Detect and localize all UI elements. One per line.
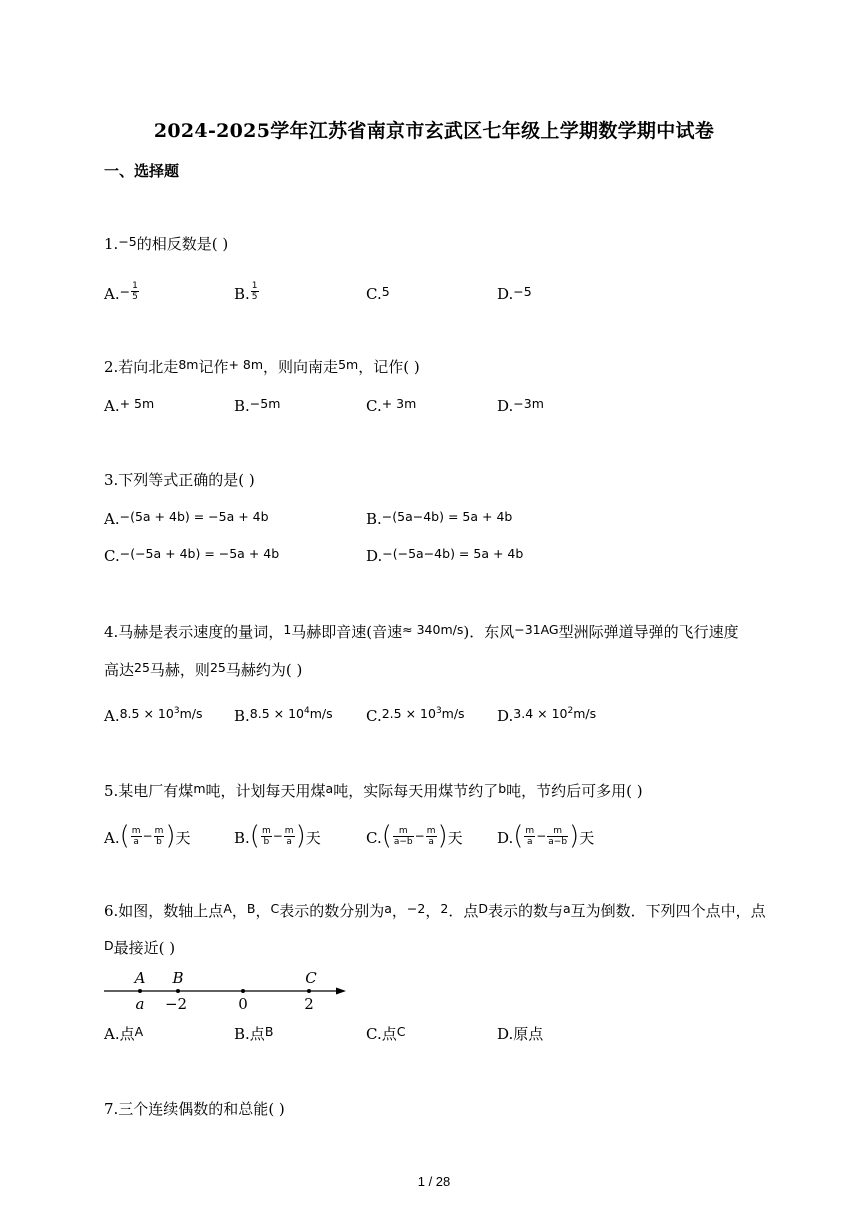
q4-option-c[interactable]: C.$^{2.5 \times 10^3m/s}$	[366, 706, 465, 726]
q1-option-c[interactable]: C.$^5$	[366, 284, 390, 303]
question-7: 7.三个连续偶数的和总能( )	[104, 1100, 285, 1118]
q5-option-c[interactable]: C.( $\frac{m}{a-b}$ − $\frac{m}{a}$ )天	[366, 821, 463, 851]
q6-option-b[interactable]: B.点$^B$	[234, 1024, 274, 1043]
svg-text:B: B	[172, 969, 184, 987]
q3-option-d[interactable]: D.$^{-(-5a-4b) = 5a + 4b}$	[366, 546, 524, 565]
q2-option-a[interactable]: A.$^{+ 5m}$	[104, 396, 155, 415]
question-4-line-2: 高达$^{25}$马赫，则$^{25}$马赫约为( )	[104, 660, 303, 679]
q2-option-d[interactable]: D.$^{-3m}$	[497, 396, 544, 415]
q5-option-d[interactable]: D.( $\frac{m}{a}$ − $\frac{m}{a-b}$ )天	[497, 821, 595, 851]
page-title: 2024-2025学年江苏省南京市玄武区七年级上学期数学期中试卷	[153, 120, 715, 142]
question-4-line-1: 4.马赫是表示速度的量词，$^1$马赫即音速(音速$^{\approx 340m/s}$)．东风$^{-31AG}$型洲际弹道导弹的飞行速度	[104, 622, 739, 641]
page-number: 1 / 28	[417, 1174, 451, 1189]
q1-suffix: 的相反数是( )	[136, 235, 229, 253]
question-1	[104, 234, 228, 255]
q1-expr: −5	[118, 234, 137, 249]
question-6-line-1: 6.如图，数轴上点$^A$，$^B$，$^C$表示的数分别为$^a$，$^{-2}$，$^2$．点$^D$表示的数与$^a$互为倒数．下列四个点中，点	[104, 901, 766, 920]
q5-option-a[interactable]: A.( $\frac{m}{a}$ − $\frac{m}{b}$ )天	[104, 821, 191, 851]
svg-text:a: a	[135, 995, 145, 1013]
svg-text:−2: −2	[164, 995, 188, 1013]
question-6-line-2: $^D$最接近( )	[104, 938, 176, 957]
q1-b-fraction: $\frac{1}{5}$	[251, 280, 258, 302]
number-line-arrow	[336, 988, 346, 995]
question-2: 2.若向北走$^{8m}$记作$^{+ 8m}$，则向南走$^{5m}$，记作( )	[104, 357, 420, 376]
q6-option-c[interactable]: C.点$^C$	[366, 1024, 406, 1043]
question-5: 5.某电厂有煤$^m$吨，计划每天用煤$^a$吨，实际每天用煤节约了$^b$吨，节约后可多用( )	[104, 781, 643, 800]
q4-option-a[interactable]: A.$^{8.5 \times 10^3m/s}$	[104, 706, 203, 726]
q1-a-fraction: $\frac{1}{5}$	[132, 280, 138, 302]
q3-option-c[interactable]: C.$^{-(-5a + 4b) = -5a + 4b}$	[104, 546, 280, 565]
q2-option-b[interactable]: B.$^{-5m}$	[234, 396, 281, 415]
q5-option-b[interactable]: B.( $\frac{m}{b}$ − $\frac{m}{a}$ )天	[234, 821, 321, 851]
svg-text:A: A	[134, 969, 146, 987]
question-3: 3.下列等式正确的是( )	[104, 471, 255, 489]
q1-option-a[interactable]: A.− $\frac{1}{5}$	[104, 280, 138, 303]
q6-option-a[interactable]: A.点$^A$	[104, 1024, 144, 1043]
svg-text:2: 2	[304, 995, 314, 1013]
section-heading: 一、选择题	[104, 162, 180, 180]
q4-option-b[interactable]: B.$^{8.5 \times 10^4m/s}$	[234, 706, 333, 726]
q3-option-a[interactable]: A.$^{-(5a + 4b) = -5a + 4b}$	[104, 509, 269, 528]
q4-option-d[interactable]: D.$^{3.4 \times 10^2m/s}$	[497, 706, 597, 726]
svg-text:C: C	[305, 969, 317, 987]
number-line-figure	[104, 968, 354, 1018]
q1-option-b[interactable]: B. $\frac{1}{5}$	[234, 280, 258, 303]
q3-option-b[interactable]: B.$^{-(5a-4b) = 5a + 4b}$	[366, 509, 513, 528]
q1-prefix: 1.	[104, 235, 119, 253]
q2-option-c[interactable]: C.$^{+ 3m}$	[366, 396, 417, 415]
q6-option-d[interactable]: D.原点	[497, 1025, 544, 1043]
q1-option-d[interactable]: D.$^{-5}$	[497, 284, 532, 303]
svg-text:0: 0	[238, 995, 248, 1013]
number-line-origin	[238, 989, 248, 1013]
